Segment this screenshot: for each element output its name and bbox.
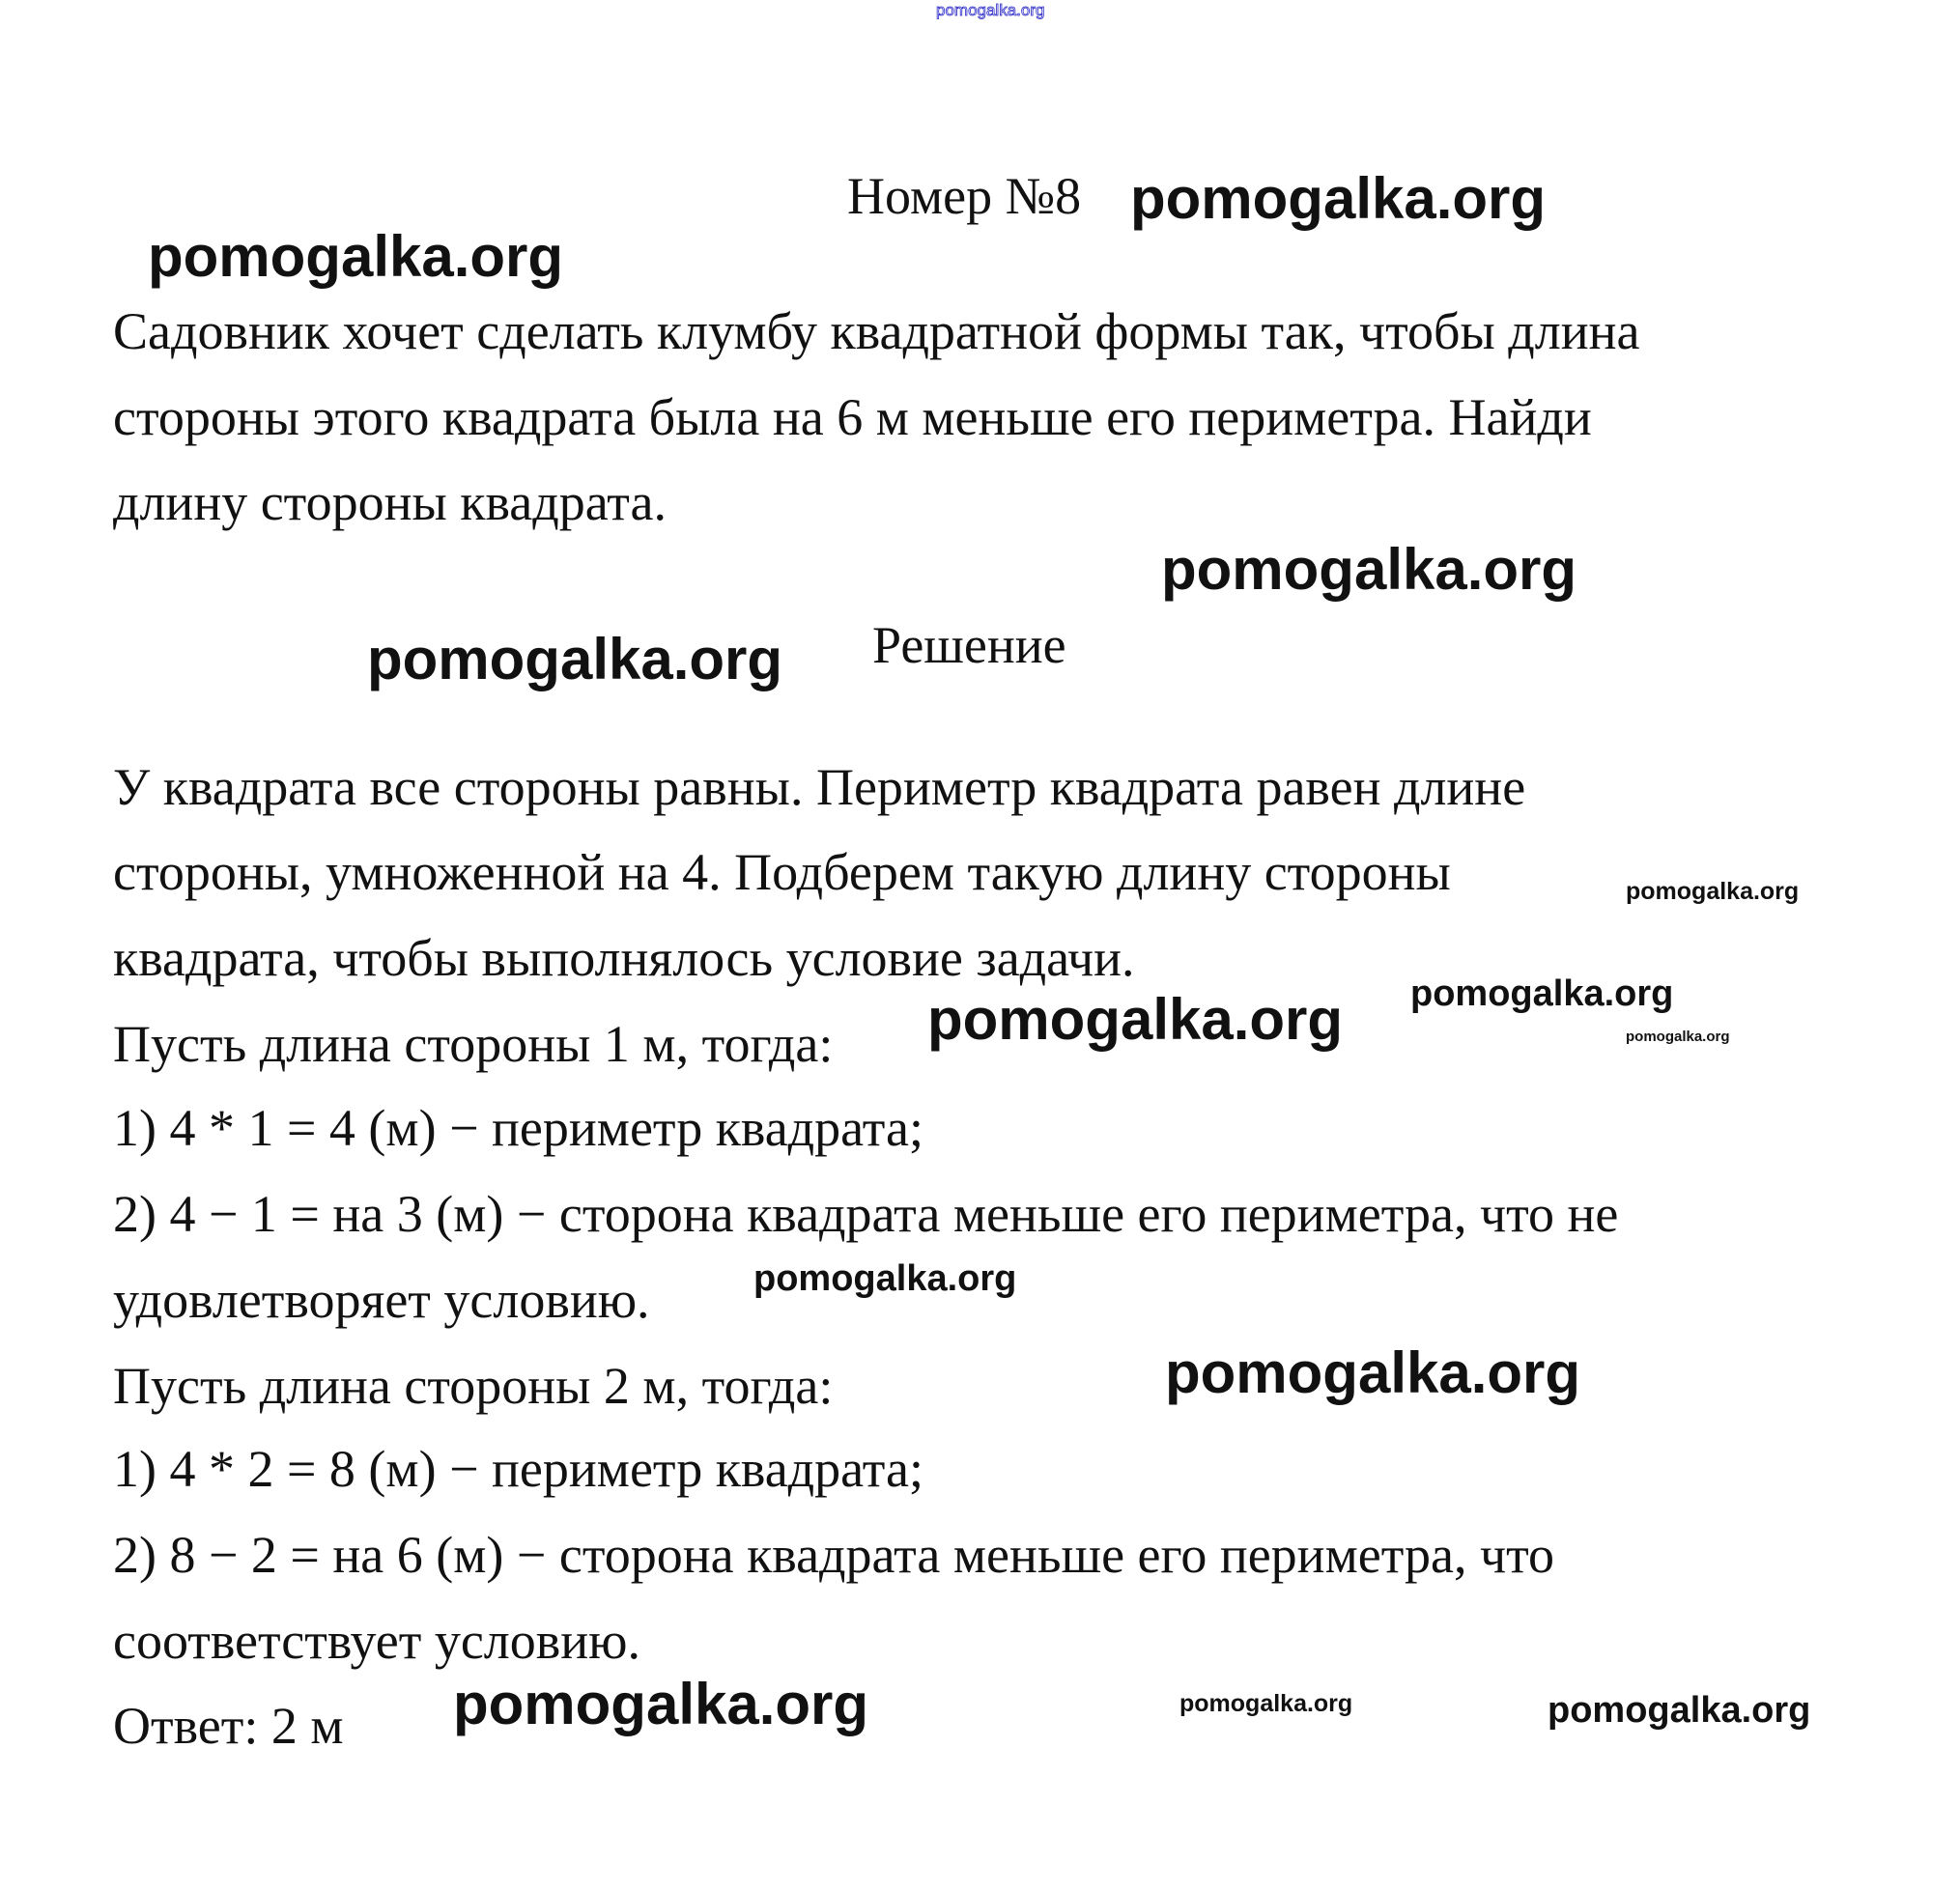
page-title: Номер №8 [847, 167, 1082, 225]
solution-line: стороны, умноженной на 4. Подберем такую длину стороны [113, 843, 1451, 901]
watermark: pomogalka.org [927, 987, 1344, 1052]
watermark: pomogalka.org [1130, 166, 1547, 231]
solution-line: 2) 8 − 2 = на 6 (м) − сторона квадрата меньше его периметра, что [113, 1526, 1554, 1584]
solution-heading: Решение [872, 616, 1066, 674]
solution-line: 1) 4 * 1 = 4 (м) − периметр квадрата; [113, 1099, 923, 1157]
watermark: pomogalka.org [1179, 1690, 1353, 1717]
watermark: pomogalka.org [1548, 1690, 1811, 1731]
solution-line: У квадрата все стороны равны. Периметр квадрата равен длине [113, 758, 1526, 816]
watermark: pomogalka.org [1410, 973, 1674, 1014]
watermark: pomogalka.org [148, 224, 564, 289]
watermark: pomogalka.org [1626, 1029, 1730, 1045]
watermark: pomogalka.org [753, 1258, 1017, 1299]
top-watermark: pomogalka.org [936, 1, 1045, 19]
solution-line: Пусть длина стороны 1 м, тогда: [113, 1015, 834, 1073]
watermark: pomogalka.org [1165, 1340, 1581, 1405]
solution-line: удовлетворяет условию. [113, 1271, 650, 1329]
solution-line: Пусть длина стороны 2 м, тогда: [113, 1357, 834, 1415]
problem-line: стороны этого квадрата была на 6 м меньше его периметра. Найди [113, 388, 1592, 446]
watermark: pomogalka.org [367, 627, 783, 691]
watermark: pomogalka.org [453, 1672, 869, 1736]
answer: Ответ: 2 м [113, 1697, 344, 1755]
problem-line: Садовник хочет сделать клумбу квадратной формы так, чтобы длина [113, 302, 1640, 360]
solution-line: квадрата, чтобы выполнялось условие задачи. [113, 929, 1135, 987]
watermark: pomogalka.org [1161, 537, 1577, 602]
solution-line: 1) 4 * 2 = 8 (м) − периметр квадрата; [113, 1440, 923, 1498]
solution-line: 2) 4 − 1 = на 3 (м) − сторона квадрата меньше его периметра, что не [113, 1185, 1619, 1243]
problem-line: длину стороны квадрата. [113, 473, 668, 531]
watermark: pomogalka.org [1626, 878, 1800, 905]
solution-line: соответствует условию. [113, 1612, 640, 1670]
